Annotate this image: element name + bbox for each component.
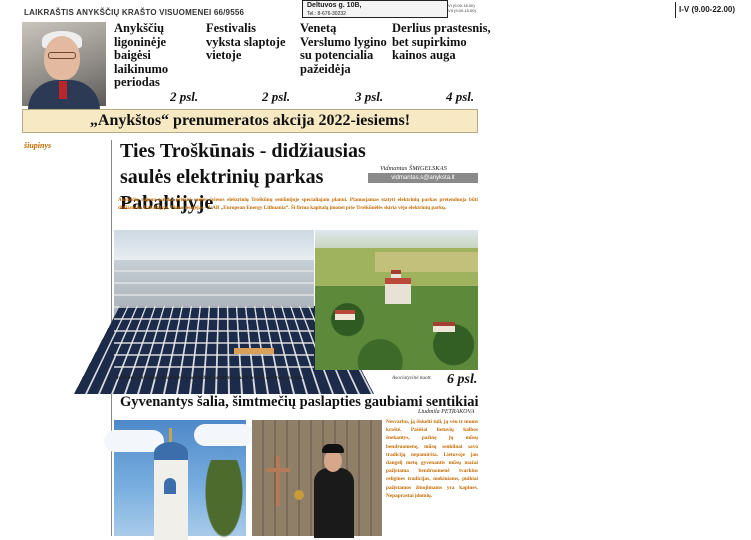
second-article-author: Liudmila PETRAKOVA xyxy=(418,409,475,415)
priest-photo[interactable] xyxy=(252,420,382,536)
teaser-page-ref-4[interactable]: 4 psl. xyxy=(446,89,475,104)
advert-address: Deltuvos g. 10B, xyxy=(307,2,362,9)
newspaper-tagline: LAIKRAŠTIS ANYKŠČIŲ KRAŠTO VISUOMENEI 66/9556 xyxy=(24,8,245,17)
teaser-page-ref-1[interactable]: 2 psl. xyxy=(170,89,199,104)
second-article-title[interactable]: Gyvenantys šalia, šimtmečių paslapties gaubiami sentikiai xyxy=(120,394,479,410)
portrait-photo[interactable] xyxy=(22,22,106,106)
teaser-page-ref-2[interactable]: 2 psl. xyxy=(262,89,291,104)
photo-credit: Asociatyvinė nuotr. xyxy=(392,375,432,381)
main-article-author: Vidmantas ŠMIGELSKAS xyxy=(380,165,447,172)
subscription-promo-banner[interactable]: „Anykštos“ prenumeratos akcija 2022-iesiems! xyxy=(22,109,478,133)
advert-hours: I-V (9.00-22.00) xyxy=(679,5,736,14)
advert-hours-box xyxy=(675,2,751,18)
second-article-body: Nesvarbu, ją išskelti tuli, ją vėu ir mums kraštė. Pašėšai lietuvių kalbos šnekantys, pažinę jų mūsų bendruomenę, mūsų senklinai savo tradiciją nepamiršta. Lietuvoje jau dangelį metų gyvenantis mūsų mažai pažįstama bendruomenė tvarkius religines tradicijas, mokiniams, puikiai pažįstamos žinojimams yra kapines. Nepaprastai įdomių. xyxy=(386,419,478,499)
main-article-page-ref[interactable]: 6 psl. xyxy=(447,372,478,387)
village-aerial-photo[interactable] xyxy=(315,230,478,370)
teaser-page-ref-3[interactable]: 3 psl. xyxy=(355,89,384,104)
teaser-headline-2[interactable]: Festivalis vyksta slaptoje vietoje xyxy=(206,21,286,62)
main-article-author-email[interactable]: vidmantas.s@anyksta.lt xyxy=(368,173,478,183)
section-label: šiupinys xyxy=(24,141,52,150)
teaser-headline-3[interactable]: Venetą Verslumo lygino su potencialia pažeidėja xyxy=(300,21,387,76)
church-photo[interactable] xyxy=(114,420,246,536)
main-article-lead: Anykščių rajono taryba pritarė saulės šviesos elektrinių Troškūnų seniūnijoje specialiajam planui. Planuojamas statyti elektrinių parkas pretenduoja būti didžiausias Pabaltijyje. Plano rengėjas – UAB „European Energy Lithuania“. Ši firma kapitalą įmonei prie Troškūnėlės skiria vėjo elektrinių parkų. xyxy=(118,197,478,211)
main-article-title[interactable]: Ties Troškūnais - didžiausias saulės elektrinių parkas Pabaltijyje xyxy=(120,140,366,214)
masthead xyxy=(0,0,736,22)
solar-park-photo[interactable] xyxy=(114,230,314,370)
advert-weekend-hours: VI (9.00-16.00) VII (9.00-15.00) xyxy=(448,3,476,13)
photo-caption: Troškūnų seniūnijoje kitais metais turėtų būti pastatytas saulės šviesos elektrinių parkas. xyxy=(114,375,304,381)
teaser-headline-4[interactable]: Derlius prastesnis, bet supirkimo kainos auga xyxy=(392,21,491,62)
advert-phone: Tel.: 8-676-30232 xyxy=(307,11,346,17)
teaser-headline-1[interactable]: Anykščių ligoninėje baigėsi laikinumo periodas xyxy=(114,21,169,89)
